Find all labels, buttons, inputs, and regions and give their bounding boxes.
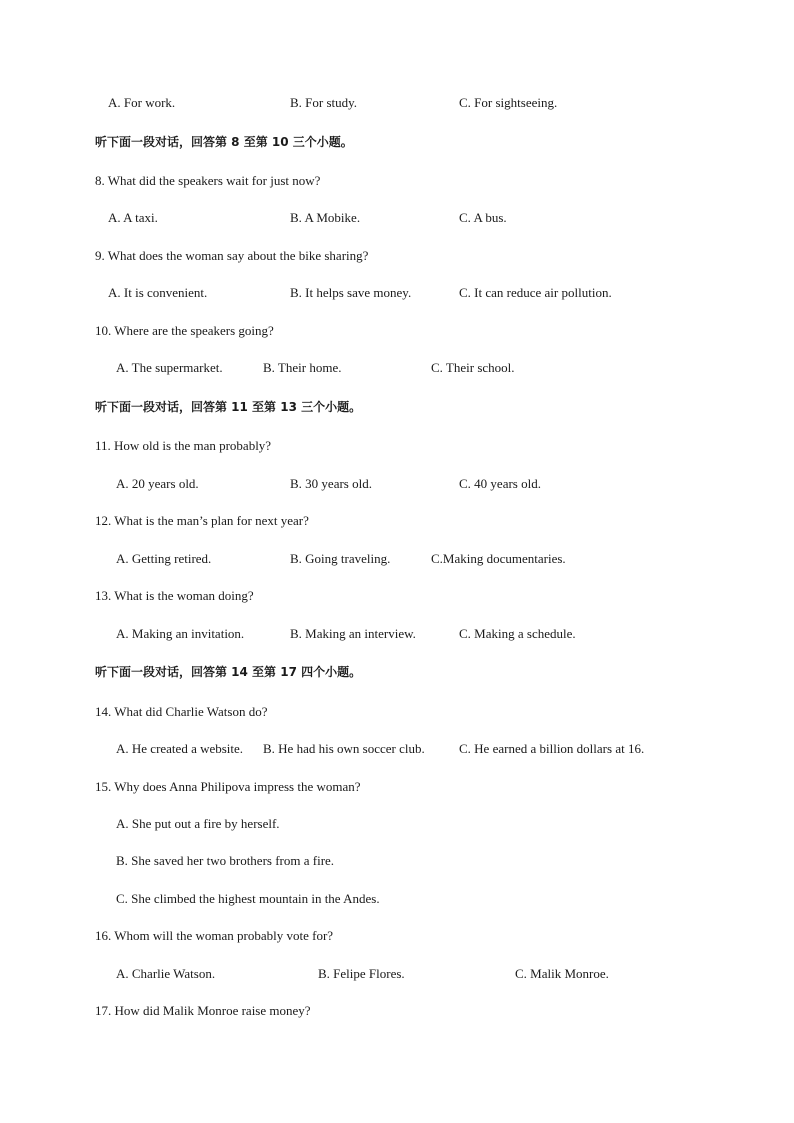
option-a: A. The supermarket. (116, 360, 223, 375)
option-b: B. She saved her two brothers from a fire. (116, 853, 335, 868)
option-b: B. Felipe Flores. (318, 966, 405, 981)
option-a: A. Making an invitation. (116, 626, 245, 641)
option-c: C. A bus. (459, 210, 507, 225)
question-14: 14. What did Charlie Watson do? (95, 704, 268, 719)
option-a: A. Getting retired. (116, 551, 212, 566)
option-a: A. She put out a fire by herself. (116, 816, 280, 831)
option-a: A. Charlie Watson. (116, 966, 216, 981)
option-b: B. A Mobike. (290, 210, 361, 225)
section-heading: 听下面一段对话，回答第 11 至第 13 三个小题。 (95, 400, 362, 414)
option-c: C. 40 years old. (459, 476, 541, 491)
question-8: 8. What did the speakers wait for just now? (95, 173, 321, 188)
option-c: C. Malik Monroe. (515, 966, 609, 981)
option-b: B. For study. (290, 95, 358, 110)
question-9: 9. What does the woman say about the bike sharing? (95, 248, 369, 263)
option-c: C. It can reduce air pollution. (459, 285, 612, 300)
option-b: B. 30 years old. (290, 476, 372, 491)
question-13: 13. What is the woman doing? (95, 588, 254, 603)
option-a: A. 20 years old. (116, 476, 199, 491)
option-c: C. She climbed the highest mountain in the Andes. (116, 891, 380, 906)
option-b: B. It helps save money. (290, 285, 412, 300)
option-c: C. Their school. (431, 360, 515, 375)
option-b: B. Going traveling. (290, 551, 391, 566)
section-heading: 听下面一段对话，回答第 14 至第 17 四个小题。 (95, 665, 362, 679)
option-a: A. A taxi. (108, 210, 158, 225)
section-heading: 听下面一段对话，回答第 8 至第 10 三个小题。 (95, 135, 353, 149)
option-a: A. He created a website. (116, 741, 244, 756)
option-c: C. He earned a billion dollars at 16. (459, 741, 645, 756)
option-b: B. Making an interview. (290, 626, 416, 641)
option-a: A. It is convenient. (108, 285, 208, 300)
option-c: C.Making documentaries. (431, 551, 566, 566)
question-11: 11. How old is the man probably? (95, 438, 272, 453)
question-17: 17. How did Malik Monroe raise money? (95, 1003, 311, 1018)
question-10: 10. Where are the speakers going? (95, 323, 274, 338)
option-a: A. For work. (108, 95, 176, 110)
option-b: B. He had his own soccer club. (263, 741, 425, 756)
question-12: 12. What is the man’s plan for next year? (95, 513, 309, 528)
option-c: C. For sightseeing. (459, 95, 558, 110)
question-15: 15. Why does Anna Philipova impress the woman? (95, 779, 361, 794)
option-c: C. Making a schedule. (459, 626, 576, 641)
option-b: B. Their home. (263, 360, 342, 375)
question-16: 16. Whom will the woman probably vote for? (95, 928, 334, 943)
